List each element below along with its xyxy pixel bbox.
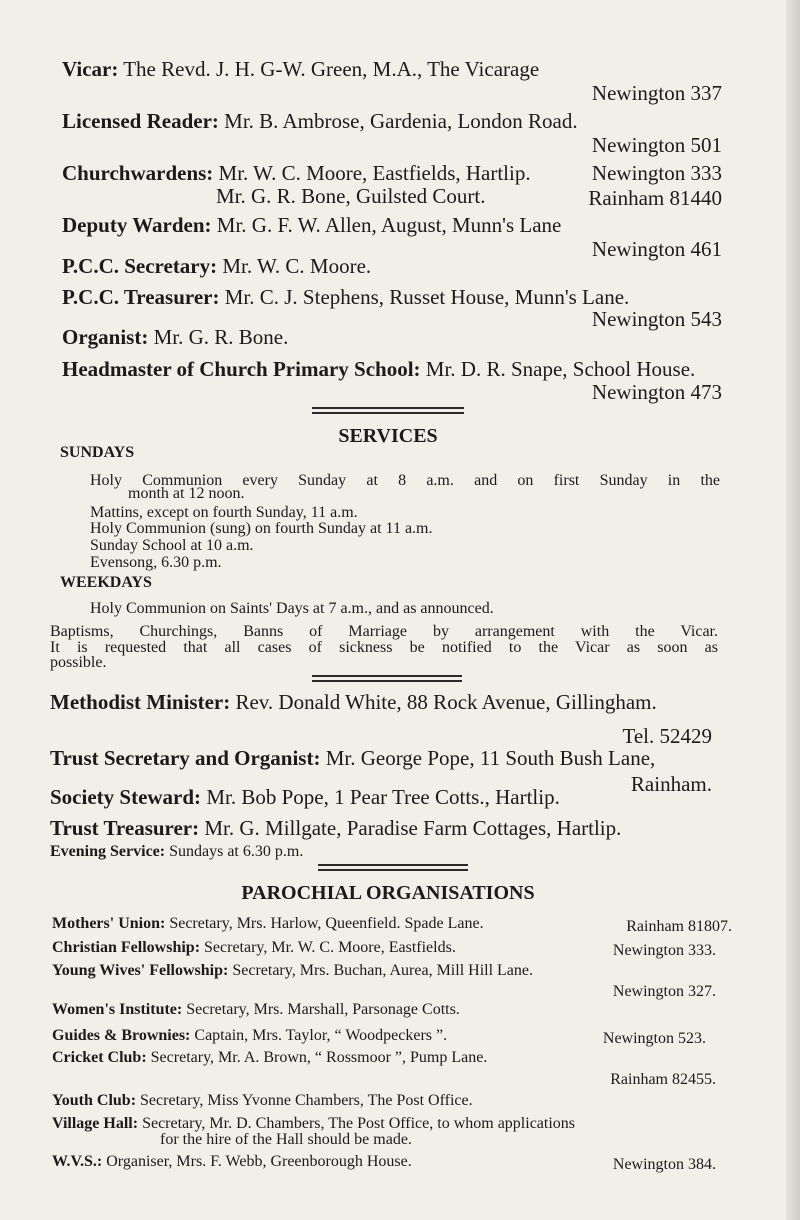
village-hall-label: Village Hall: xyxy=(52,1115,139,1132)
weekday-line: Holy Communion on Saints' Days at 7 a.m., and as announced. xyxy=(90,600,494,617)
organist-text: Mr. G. R. Bone. xyxy=(153,325,289,349)
sunday-line-4: Holy Communion (sung) on fourth Sunday at 11 a.m. xyxy=(90,520,433,537)
guides-brownies-text: Captain, Mrs. Taylor, “ Woodpeckers ”. xyxy=(194,1027,448,1044)
christian-fellowship-label: Christian Fellowship: xyxy=(52,939,201,956)
vicar-phone: Newington 337 xyxy=(591,81,722,105)
deputy-text: Mr. G. F. W. Allen, August, Munn's Lane xyxy=(216,213,562,237)
cricket-club-text: Secretary, Mr. A. Brown, “ Rossmoor ”, Pump Lane. xyxy=(150,1049,488,1066)
reader-text: Mr. B. Ambrose, Gardenia, London Road. xyxy=(224,109,578,133)
womens-institute-text: Secretary, Mrs. Marshall, Parsonage Cotts. xyxy=(186,1001,460,1018)
sunday-line-6: Evensong, 6.30 p.m. xyxy=(90,554,222,571)
young-wives-phone: Newington 327. xyxy=(612,983,716,1000)
wvs-line xyxy=(52,1153,412,1171)
vicar-line xyxy=(62,57,539,82)
churchwarden1-phone: Newington 333 xyxy=(591,161,722,185)
sunday-line-1: Holy Communion every Sunday at 8 a.m. and on first Sunday in the xyxy=(90,472,720,489)
reader-label: Licensed Reader: xyxy=(62,109,219,133)
trust-treasurer-label: Trust Treasurer: xyxy=(50,816,200,840)
headmaster-phone: Newington 473 xyxy=(591,380,722,404)
young-wives-line xyxy=(52,962,533,980)
pcc-treasurer-phone: Newington 543 xyxy=(591,307,722,331)
sunday-line-2: month at 12 noon. xyxy=(128,485,245,502)
weekdays-heading: WEEKDAYS xyxy=(60,574,152,591)
divider-rule xyxy=(318,869,468,871)
organist-line xyxy=(62,325,288,350)
wvs-phone: Newington 384. xyxy=(612,1156,716,1173)
village-hall-text: Secretary, Mr. D. Chambers, The Post Office, to whom applications xyxy=(142,1115,576,1132)
evening-service-label: Evening Service: xyxy=(50,843,166,860)
cricket-club-line xyxy=(52,1049,487,1067)
methodist-minister-label: Methodist Minister: xyxy=(50,690,231,714)
guides-brownies-label: Guides & Brownies: xyxy=(52,1027,191,1044)
evening-service-line xyxy=(50,843,303,861)
churchwarden1-text: Mr. W. C. Moore, Eastfields, Hartlip. xyxy=(218,161,531,185)
divider-rule xyxy=(318,864,468,866)
trust-secretary-town: Rainham. xyxy=(630,772,712,796)
headmaster-label: Headmaster of Church Primary School: xyxy=(62,357,421,381)
churchwarden2-phone: Rainham 81440 xyxy=(588,186,722,210)
deputy-label: Deputy Warden: xyxy=(62,213,212,237)
services-note-2: It is requested that all cases of sickness be notified to the Vicar as soon as xyxy=(50,639,718,656)
youth-club-line xyxy=(52,1092,473,1110)
trust-secretary-line xyxy=(50,746,655,771)
wvs-text: Organiser, Mrs. F. Webb, Greenborough House. xyxy=(106,1153,412,1170)
methodist-minister-text: Rev. Donald White, 88 Rock Avenue, Gillingham. xyxy=(235,690,657,714)
trust-secretary-text: Mr. George Pope, 11 South Bush Lane, xyxy=(325,746,656,770)
reader-line xyxy=(62,109,578,134)
pcc-treasurer-label: P.C.C. Treasurer: xyxy=(62,285,220,309)
pcc-secretary-label: P.C.C. Secretary: xyxy=(62,254,218,278)
sunday-line-3: Mattins, except on fourth Sunday, 11 a.m. xyxy=(90,504,358,521)
village-hall-text-2: for the hire of the Hall should be made. xyxy=(160,1131,412,1148)
sunday-line-5: Sunday School at 10 a.m. xyxy=(90,537,254,554)
trust-treasurer-text: Mr. G. Millgate, Paradise Farm Cottages, Hartlip. xyxy=(204,816,622,840)
vicar-label: Vicar: xyxy=(62,57,119,81)
churchwarden2-text: Mr. G. R. Bone, Guilsted Court. xyxy=(216,184,486,208)
pcc-secretary-text: Mr. W. C. Moore. xyxy=(222,254,372,278)
wvs-label: W.V.S.: xyxy=(52,1153,103,1170)
services-title: SERVICES xyxy=(338,425,438,447)
young-wives-label: Young Wives' Fellowship: xyxy=(52,962,229,979)
organist-label: Organist: xyxy=(62,325,149,349)
methodist-minister-phone: Tel. 52429 xyxy=(622,724,712,748)
page-edge-shadow xyxy=(786,0,800,1220)
mothers-union-text: Secretary, Mrs. Harlow, Queenfield. Spade Lane. xyxy=(169,915,484,932)
pcc-secretary-line xyxy=(62,254,371,279)
youth-club-label: Youth Club: xyxy=(52,1092,137,1109)
christian-fellowship-line xyxy=(52,939,456,957)
cricket-club-phone: Rainham 82455. xyxy=(610,1071,716,1088)
cricket-club-label: Cricket Club: xyxy=(52,1049,147,1066)
guides-brownies-line xyxy=(52,1027,447,1045)
womens-institute-line xyxy=(52,1001,460,1019)
womens-institute-label: Women's Institute: xyxy=(52,1001,183,1018)
deputy-phone: Newington 461 xyxy=(591,237,722,261)
services-note-1: Baptisms, Churchings, Banns of Marriage by arrangement with the Vicar. xyxy=(50,623,718,640)
vicar-text: The Revd. J. H. G-W. Green, M.A., The Vicarage xyxy=(123,57,540,81)
christian-fellowship-phone: Newington 333. xyxy=(612,942,716,959)
youth-club-text: Secretary, Miss Yvonne Chambers, The Post Office. xyxy=(140,1092,473,1109)
evening-service-text: Sundays at 6.30 p.m. xyxy=(169,843,304,860)
society-steward-label: Society Steward: xyxy=(50,785,202,809)
pcc-treasurer-line xyxy=(62,285,629,310)
society-steward-line xyxy=(50,785,560,810)
reader-phone: Newington 501 xyxy=(591,133,722,157)
churchwardens-line xyxy=(62,161,531,186)
divider-rule xyxy=(312,680,462,682)
mothers-union-label: Mothers' Union: xyxy=(52,915,166,932)
divider-rule xyxy=(312,407,464,409)
mothers-union-line xyxy=(52,915,484,933)
christian-fellowship-text: Secretary, Mr. W. C. Moore, Eastfields. xyxy=(204,939,456,956)
deputy-line xyxy=(62,213,561,238)
guides-brownies-phone: Newington 523. xyxy=(602,1030,706,1047)
young-wives-text: Secretary, Mrs. Buchan, Aurea, Mill Hill Lane. xyxy=(232,962,533,979)
headmaster-line xyxy=(62,357,695,382)
trust-secretary-label: Trust Secretary and Organist: xyxy=(50,746,321,770)
trust-treasurer-line xyxy=(50,816,621,841)
pcc-treasurer-text: Mr. C. J. Stephens, Russet House, Munn's Lane. xyxy=(224,285,630,309)
society-steward-text: Mr. Bob Pope, 1 Pear Tree Cotts., Hartlip. xyxy=(206,785,560,809)
divider-rule xyxy=(312,675,462,677)
divider-rule xyxy=(312,412,464,414)
parochial-title: PAROCHIAL ORGANISATIONS xyxy=(241,882,535,904)
mothers-union-phone: Rainham 81807. xyxy=(626,918,732,935)
sundays-heading: SUNDAYS xyxy=(60,444,135,461)
headmaster-text: Mr. D. R. Snape, School House. xyxy=(425,357,696,381)
methodist-minister-line xyxy=(50,690,657,715)
services-note-3: possible. xyxy=(50,654,107,671)
churchwardens-label: Churchwardens: xyxy=(62,161,214,185)
